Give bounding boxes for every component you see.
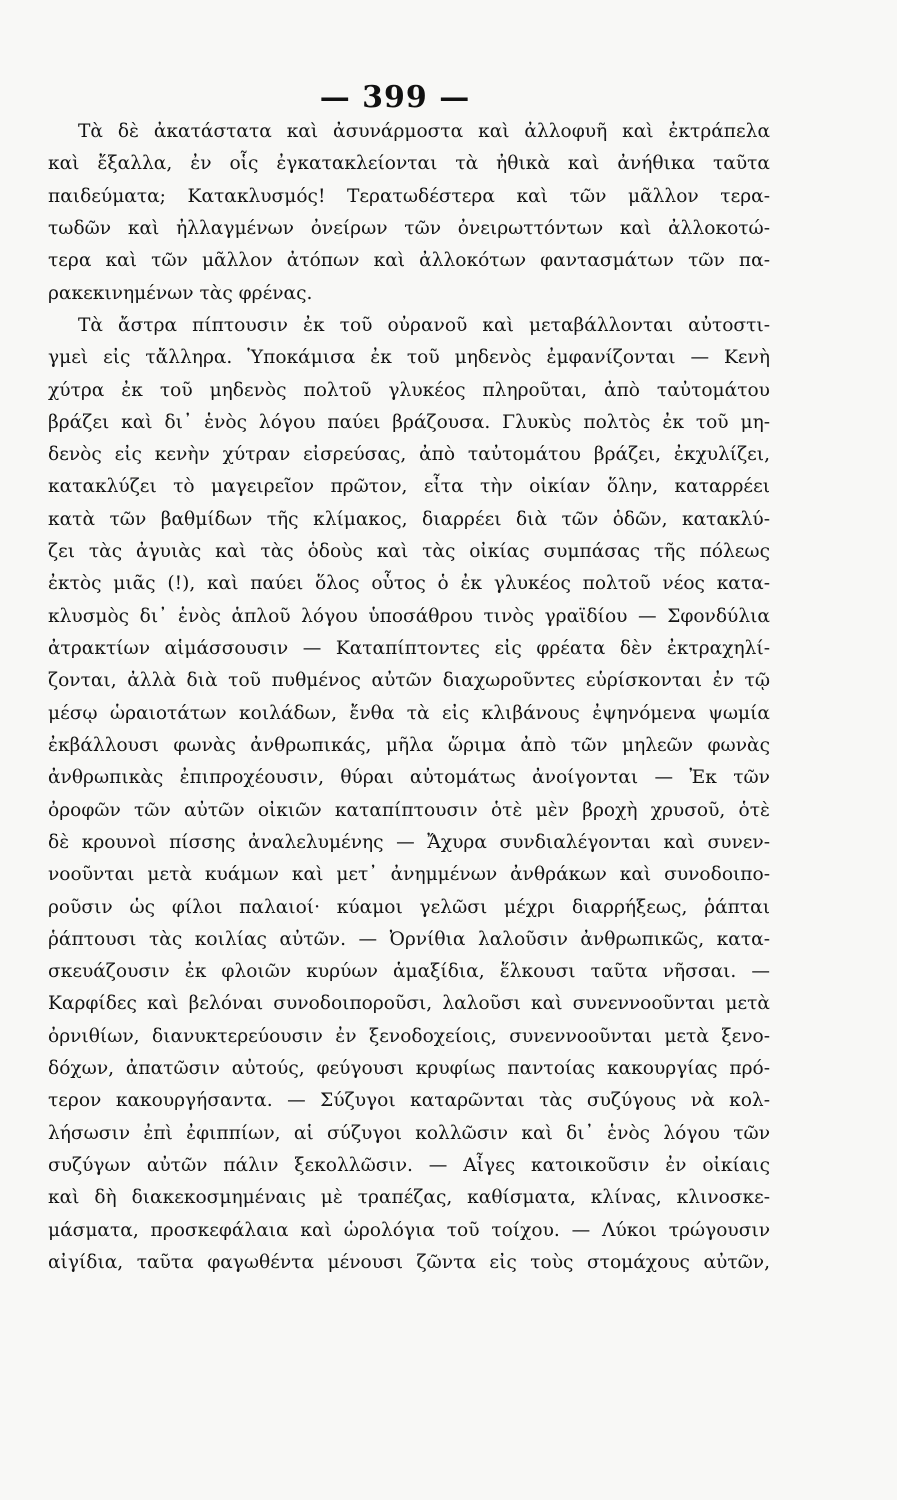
text-line: δὲ κρουνοὶ πίσσης ἀναλελυμένης — Ἄχυρα συνδιαλέγονται καὶ συνεν- (48, 831, 770, 853)
text-line: Τὰ ἄστρα πίπτουσιν ἐκ τοῦ οὐρανοῦ καὶ μεταβάλλονται αὐτοστι- (78, 314, 770, 336)
text-line: δενὸς εἰς κενὴν χύτραν εἰσρεύσας, ἀπὸ ταὐτομάτου βράζει, ἐκχυλίζει, (48, 444, 770, 466)
text-line: ἀτρακτίων αἱμάσσουσιν — Καταπίπτοντες εἰς φρέατα δὲν ἐκτραχηλί- (48, 638, 770, 659)
text-line: σκευάζουσιν ἐκ φλοιῶν κυρύων ἁμαξίδια, ἕλκουσι ταῦτα νῆσσαι. — (48, 961, 770, 983)
text-line: τερα καὶ τῶν μᾶλλον ἀτόπων καὶ ἀλλοκότων φαντασμάτων τῶν πα- (48, 250, 770, 272)
text-line: γμεὶ εἰς τἄλληρα. Ὑποκάμισα ἐκ τοῦ μηδενὸς ἐμφανίζονται — Κενὴ (48, 347, 770, 369)
text-line: λήσωσιν ἐπὶ ἐφιππίων, αἱ σύζυγοι κολλῶσιν καὶ δι᾽ ἑνὸς λόγου τῶν (48, 1122, 770, 1144)
text-line: ἀνθρωπικὰς ἐπιπροχέουσιν, θύραι αὐτομάτως ἀνοίγονται — Ἐκ τῶν (48, 767, 770, 789)
text-line: αἰγίδια, ταῦτα φαγωθέντα μένουσι ζῶντα εἰς τοὺς στομάχους αὐτῶν, (48, 1251, 770, 1273)
text-line: μάσματα, προσκεφάλαια καὶ ὡρολόγια τοῦ τοίχου. — Λύκοι τρώγουσιν (48, 1219, 770, 1241)
text-line: Καρφίδες καὶ βελόναι συνοδοιποροῦσι, λαλοῦσι καὶ συνεννοοῦνται μετὰ (48, 993, 770, 1015)
text-line: καὶ δὴ διακεκοσμημέναις μὲ τραπέζας, καθίσματα, κλίνας, κλινοσκε- (48, 1187, 770, 1209)
text-line: τερον κακουργήσαντα. — Σύζυγοι καταρῶνται τὰς συζύγους νὰ κολ- (48, 1090, 770, 1112)
text-line: παιδεύματα; Κατακλυσμός! Τερατωδέστερα καὶ τῶν μᾶλλον τερα- (48, 185, 770, 207)
text-line: μέσῳ ὡραιοτάτων κοιλάδων, ἔνθα τὰ εἰς κλιβάνους ἐψηνόμενα ψωμία (48, 702, 770, 724)
text-line: ρακεκινημένων τὰς φρένας. (48, 282, 313, 304)
text-line: κλυσμὸς δι᾽ ἑνὸς ἁπλοῦ λόγου ὑποσάθρου τινὸς γραϊδίου — Σφονδύλια (48, 605, 770, 627)
page-body-text (48, 116, 770, 1279)
text-line: ἐκτὸς μιᾶς (!), καὶ παύει ὅλος οὗτος ὁ ἐκ γλυκέος πολτοῦ νέος κατα- (48, 573, 770, 595)
text-line: ῥάπτουσι τὰς κοιλίας αὐτῶν. — Ὀρνίθια λαλοῦσιν ἀνθρωπικῶς, κατα- (48, 928, 770, 950)
text-line: τωδῶν καὶ ἠλλαγμένων ὀνείρων τῶν ὀνειρωττόντων καὶ ἀλλοκοτώ- (48, 217, 770, 239)
text-line: νοοῦνται μετὰ κυάμων καὶ μετ᾽ ἀνημμένων ἀνθράκων καὶ συνοδοιπο- (48, 864, 770, 886)
text-line: χύτρα ἐκ τοῦ μηδενὸς πολτοῦ γλυκέος πληροῦται, ἀπὸ ταὐτομάτου (48, 379, 770, 401)
text-line: συζύγων αὐτῶν πάλιν ξεκολλῶσιν. — Αἶγες κατοικοῦσιν ἐν οἰκίαις (48, 1155, 770, 1176)
text-line: Τὰ δὲ ἀκατάστατα καὶ ἀσυνάρμοστα καὶ ἀλλοφυῆ καὶ ἐκτράπελα (78, 121, 770, 142)
text-line: ζονται, ἀλλὰ διὰ τοῦ πυθμένος αὐτῶν διαχωροῦντες εὑρίσκονται ἐν τῷ (48, 670, 770, 692)
text-line: δόχων, ἀπατῶσιν αὐτούς, φεύγουσι κρυφίως παντοίας κακουργίας πρό- (48, 1058, 770, 1080)
text-line: ζει τὰς ἀγυιὰς καὶ τὰς ὁδοὺς καὶ τὰς οἰκίας συμπάσας τῆς πόλεως (48, 541, 770, 563)
text-line: ὀρνιθίων, διανυκτερεύουσιν ἐν ξενοδοχείοις, συνεννοοῦνται μετὰ ξενο- (48, 1025, 770, 1047)
text-line: καὶ ἔξαλλα, ἐν οἷς ἐγκατακλείονται τὰ ἠθικὰ καὶ ἀνήθικα ταῦτα (48, 153, 770, 175)
text-line: ὀροφῶν τῶν αὐτῶν οἰκιῶν καταπίπτουσιν ὁτὲ μὲν βροχὴ χρυσοῦ, ὁτὲ (48, 799, 770, 821)
text-line: κατὰ τῶν βαθμίδων τῆς κλίμακος, διαρρέει διὰ τῶν ὁδῶν, κατακλύ- (48, 508, 770, 530)
text-line: ἐκβάλλουσι φωνὰς ἀνθρωπικάς, μῆλα ὥριμα ἀπὸ τῶν μηλεῶν φωνὰς (48, 734, 770, 756)
page-number: — 399 — (319, 80, 471, 115)
text-line: ροῦσιν ὡς φίλοι παλαιοί· κύαμοι γελῶσι μέχρι διαρρήξεως, ῥάπται (48, 896, 770, 918)
text-line: κατακλύζει τὸ μαγειρεῖον πρῶτον, εἶτα τὴν οἰκίαν ὅλην, καταρρέει (48, 476, 770, 498)
text-line: βράζει καὶ δι᾽ ἑνὸς λόγου παύει βράζουσα. Γλυκὺς πολτὸς ἐκ τοῦ μη- (48, 411, 770, 433)
